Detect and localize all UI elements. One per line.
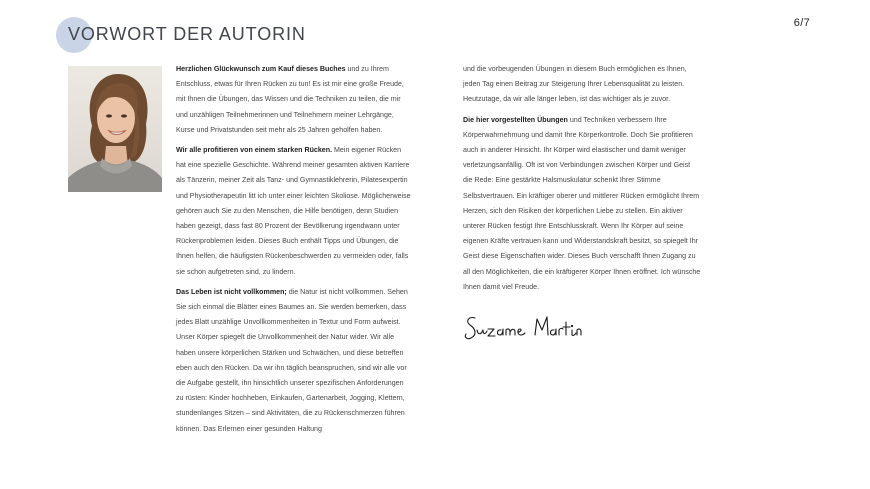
paragraph-text: Mein eigener Rücken hat eine spezielle Geschichte. Während meiner gesamten aktiven Karriere als Tänzerin, meiner Zeit als Tanz- und Gymnastiklehrerin, Pilatesexpertin und Physiotherapeutin litt ich unter einer leichten Skoliose. Möglicherweise gehören auch Sie zu den Menschen, die Hilfe benötigen, denn Studien haben gezeigt, dass fast 80 Prozent der Bevölkerung irgendwann unter Rückenproblemen leiden. Dieses Buch enthält Tipps und Übungen, die Ihnen helfen, die häufigsten Rückenbeschwerden zu vermeiden oder, falls sie schon aufgetreten sind, zu lindern. [176,146,411,276]
paragraph-lead: Das Leben ist nicht vollkommen; [176,287,287,296]
paragraph-lead: Herzlichen Glückwunsch zum Kauf dieses Buches [176,65,346,73]
paragraph-imperfection [176,285,412,437]
paragraph-text: und die vorbeugenden Übungen in diesem Buch ermöglichen es Ihnen, jeden Tag einen Beitrag zur Steigerung Ihrer Lebensqualität zu leisten. Heutzutage, da wir alle länger leben, ist das wichtiger als je zuvor. [463,65,687,104]
paragraph-text: die Natur ist nicht vollkommen. Sehen Sie sich einmal die Blätter eines Baumes an. Sie werden bemerken, dass jedes Blatt unzählige Unvollkommenheiten in Textur und Form aufweist. Unser Körper spiegelt die Unvollkommenheit der Natur wider. Wir alle haben unsere körperlichen Stärken und Schwächen, und diese betreffen eben auch den Rücken. Da wir ihn täglich beanspruchen, sind wir alle vor die Aufgabe gestellt, ihn hinsichtlich unserer spezifischen Anforderungen zu rüsten: Kinder hochheben, Einkaufen, Gartenarbeit, Jogging, Klettern, stundenlanges Sitzen – sind Aktivitäten, die zu Rückenschmerzen führen können. Das Erlernen einer gesunden Haltung [176,287,408,433]
author-signature [463,308,585,348]
author-photo [68,66,162,192]
paragraph-continuation [463,62,701,108]
paragraph-lead: Die hier vorgestellten Übungen [463,115,568,124]
paragraph-intro [176,62,412,138]
page-title: VORWORT DER AUTORIN [68,24,306,44]
text-column-right [463,62,701,300]
paragraph-text: und Techniken verbessern Ihre Körperwahrnehmung und damit Ihre Körperkontrolle. Doch Sie profitieren auch in anderer Hinsicht. Ihr Körper wird elastischer und damit weniger verletzungsanfällig. Oft ist von Verbindungen zwischen Körper und Geist die Rede: Eine gestärkte Halsmuskulatur schenkt Ihrer Stimme Selbstvertrauen. Ein kräftiger oberer und mittlerer Rücken ermöglicht Ihrem Herzen, sich den Risiken der körperlichen Liebe zu stellen. Ein aktiver unterer Rücken festigt Ihre Entschlusskraft. Wenn Ihr Körper auf seine eigenen Kräfte vertrauen kann und Widerstandskraft besitzt, so spiegelt Ihr Geist diese Eigenschaften wider. Dieses Buch verschafft Ihnen Zugang zu all den Möglichkeiten, die ein kräftigerer Körper Ihnen eröffnet. Ich wünsche Ihnen damit viel Freude. [463,115,701,291]
paragraph-exercises [463,113,701,295]
paragraph-text: und zu Ihrem Entschluss, etwas für Ihren Rücken zu tun! Es ist mir eine große Freude, mit Ihnen die Übungen, das Wissen und die Techniken zu teilen, die mir und unzähligen Teilnehmerinnen und Teilnehmern meiner Lehrgänge, Kurse und Privatstunden seit mehr als 25 Jahren geholfen haben. [176,65,404,134]
text-column-left [176,62,412,442]
paragraph-strong-back [176,143,412,280]
page-number: 6/7 [793,17,810,29]
paragraph-lead: Wir alle profitieren von einem starken Rücken. [176,146,333,155]
